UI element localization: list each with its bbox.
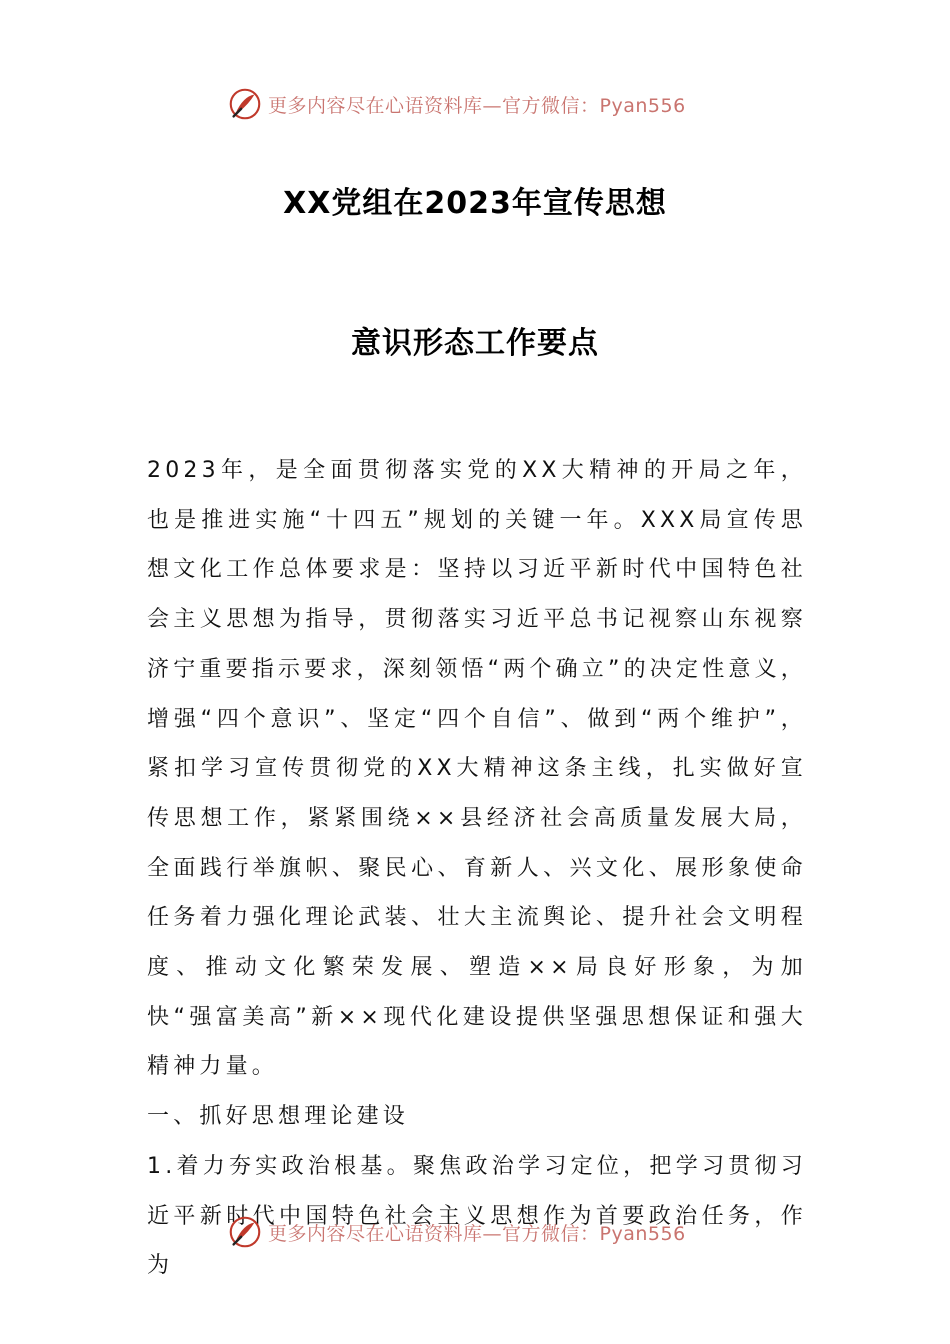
watermark-text: 更多内容尽在心语资料库—官方微信：Pyan556: [268, 94, 686, 117]
document-title-line1: XX党组在2023年宣传思想: [283, 186, 667, 221]
section-heading: 一、抓好思想理论建设: [147, 1104, 410, 1130]
item-paragraph: 1.着力夯实政治根基。聚焦政治学习定位，把学习贯彻习近平新时代中国特色社会主义思想作为首要政治任务，作为: [147, 1153, 807, 1279]
document-title-line2: 意识形态工作要点: [351, 326, 599, 361]
watermark-banner-bottom: [226, 1212, 726, 1252]
watermark-banner-top: [226, 84, 726, 124]
intro-paragraph: 2023年，是全面贯彻落实党的XX大精神的开局之年，也是推进实施“十四五”规划的关键一年。XXX局宣传思想文化工作总体要求是：坚持以习近平新时代中国特色社会主义思想为指导，贯彻落实习近平总书记视察山东视察济宁重要指示要求，深刻领悟“两个确立”的决定性意义，增强“四个意识”、坚定“四个自信”、做到“两个维护”，紧扣学习宣传贯彻党的XX大精神这条主线，扎实做好宣传思想工作，紧紧围绕××县经济社会高质量发展大局，全面践行举旗帜、聚民心、育新人、兴文化、展形象使命任务着力强化理论武装、壮大主流舆论、提升社会文明程度、推动文化繁荣发展、塑造××局良好形象，为加快“强富美高”新××现代化建设提供坚强思想保证和强大精神力量。: [147, 458, 807, 1080]
watermark-text: 更多内容尽在心语资料库—官方微信：Pyan556: [268, 1222, 686, 1245]
pen-swirl-icon: [226, 85, 264, 123]
document-body: [147, 446, 807, 1291]
pen-swirl-icon: [226, 1213, 264, 1251]
